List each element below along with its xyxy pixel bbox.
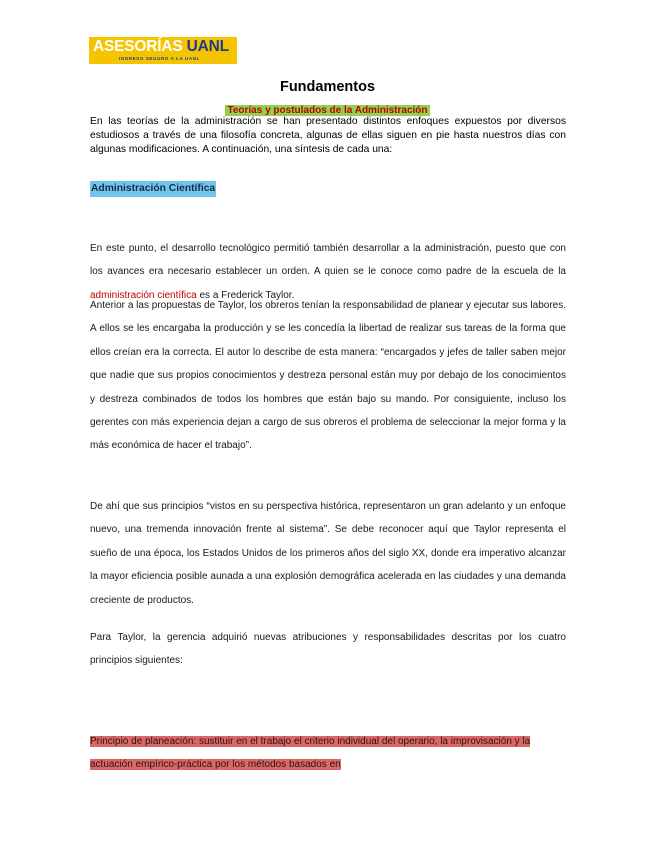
principle-1-highlighted: Principio de planeación: sustituir en el trabajo el criterio individual del operario, la improvisación y la actuación empírico-práctica por los métodos basados en xyxy=(90,736,531,771)
document-subtitle: Teorías y postulados de la Administración xyxy=(227,105,428,116)
logo-name xyxy=(93,38,229,56)
logo xyxy=(89,37,237,64)
logo-name-part2: UANL xyxy=(186,38,229,55)
scientific-administration-link: administración científica xyxy=(90,289,197,301)
intro-paragraph: En las teorías de la administración se han presentado distintos enfoques expuestos por diversos estudiosos a través de una filosofía concreta, algunas de ellas siguen en pie hasta nuestros días con algunas modificaciones. A continuación, una síntesis de cada una: xyxy=(90,116,566,155)
paragraph-4: Para Taylor, la gerencia adquirió nuevas atribuciones y responsabilidades descritas por los cuatro principios siguientes: xyxy=(90,632,566,667)
paragraph-1-text-after: es a Frederick Taylor. xyxy=(196,289,295,301)
logo-tagline: INGRESO SEGURO A LA UANL xyxy=(119,56,200,61)
document-title: Fundamentos xyxy=(279,79,376,95)
logo-name-part1: ASESORÍAS xyxy=(93,38,183,55)
principle-paragraph xyxy=(90,730,566,777)
paragraph-1-text-before: En este punto, el desarrollo tecnológico permitió también desarrollar a la administración, puesto que con los avances era necesario establecer un orden. A quien se le conoce como padre de la escuela de la xyxy=(90,243,566,278)
section-heading: Administración Científica xyxy=(90,181,216,197)
paragraph-3: De ahí que sus principios “vistos en su perspectiva histórica, representaron un gran adelanto y un enfoque nuevo, una tremenda innovación frente al sistema”. Se debe reconocer aquí que Taylor representa el sueño de una época, los Estados Unidos de los primeros años del siglo XX, donde era imperativo alcanzar la mayor eficiencia posible aunada a una explosión demográfica acelerada en las ciudades y una demanda creciente de productos. xyxy=(90,501,566,606)
paragraph-2: Anterior a las propuestas de Taylor, los obreros tenían la responsabilidad de planear y ejecutar sus labores. A ellos se les encargaba la producción y se les concedía la libertad de realizar sus tareas de la forma que ellos creían era la correcta. El autor lo describe de esta manera: “encargados y jefes de taller saben mejor que nadie que sus propios conocimientos y destreza personal están muy por debajo de los conocimientos y destreza combinados de todos los hombres que están bajo su mando. Por consiguiente, incluso los gerentes con más experiencia dejan a cargo de sus obreros el problema de seleccionar la mejor forma y la más económica de hacer el trabajo”. xyxy=(90,300,566,452)
